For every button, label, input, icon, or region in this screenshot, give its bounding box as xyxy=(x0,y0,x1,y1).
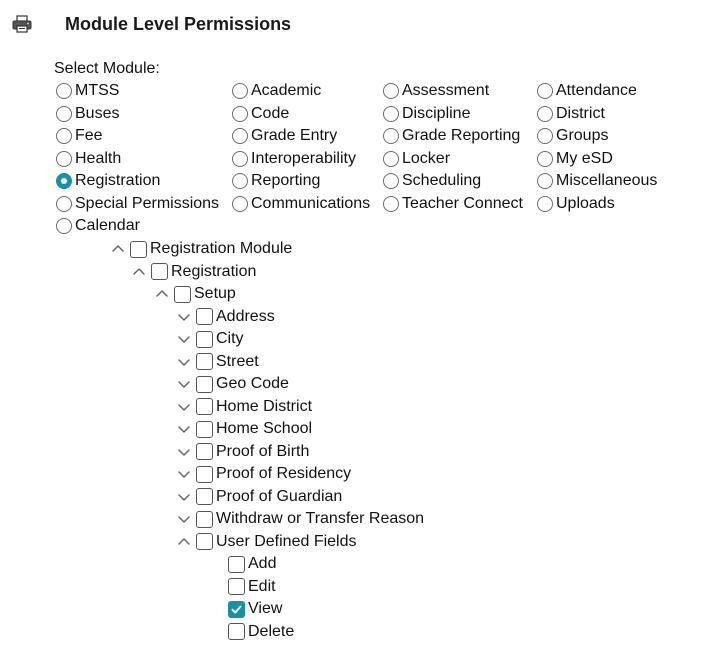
module-radio-communications[interactable] xyxy=(232,194,370,214)
radio-label: Grade Entry xyxy=(251,127,338,144)
radio-label: Buses xyxy=(75,104,120,122)
checkbox[interactable] xyxy=(228,601,245,618)
radio-label: Miscellaneous xyxy=(556,172,658,189)
printer-icon[interactable] xyxy=(12,15,32,33)
radio-label: Attendance xyxy=(556,82,637,99)
radio-button[interactable] xyxy=(232,83,248,99)
chevron-up-icon[interactable] xyxy=(177,535,191,549)
module-radio-assessment[interactable] xyxy=(383,81,489,101)
module-radio-code[interactable] xyxy=(232,104,289,124)
tree-node-proof-of-birth xyxy=(177,442,309,462)
checkmark-icon xyxy=(230,603,243,616)
chevron-down-icon[interactable] xyxy=(177,445,191,459)
page-title: Module Level Permissions xyxy=(65,14,292,34)
module-radio-mtss[interactable] xyxy=(56,81,119,101)
chevron-down-icon[interactable] xyxy=(177,310,191,324)
radio-label: Calendar xyxy=(75,217,140,234)
radio-label: Fee xyxy=(75,127,103,144)
checkbox[interactable] xyxy=(228,623,245,640)
tree-node-home-school xyxy=(177,419,312,439)
tree-node-street xyxy=(177,352,259,372)
chevron-down-icon[interactable] xyxy=(177,332,191,346)
radio-button[interactable] xyxy=(232,106,248,122)
module-radio-discipline[interactable] xyxy=(383,104,470,124)
tree-node-proof-of-guardian xyxy=(177,487,342,507)
radio-label: MTSS xyxy=(75,82,120,99)
tree-node-add xyxy=(209,554,276,574)
radio-button[interactable] xyxy=(56,218,72,234)
tree-node-setup xyxy=(155,284,236,304)
module-radio-district[interactable] xyxy=(537,104,605,124)
tree-node-view xyxy=(209,599,282,619)
radio-button[interactable] xyxy=(56,128,72,144)
checkbox[interactable] xyxy=(196,488,213,505)
module-radio-buses[interactable] xyxy=(56,104,119,124)
radio-label: Scheduling xyxy=(402,172,482,189)
radio-button[interactable] xyxy=(232,128,248,144)
radio-button[interactable] xyxy=(537,128,553,144)
module-radio-calendar[interactable] xyxy=(56,216,140,236)
tree-node-label: Setup xyxy=(194,285,236,302)
module-radio-health[interactable] xyxy=(56,149,121,169)
tree-node-label: Add xyxy=(248,555,277,572)
radio-button[interactable] xyxy=(383,106,399,122)
tree-node-geo-code xyxy=(177,374,289,394)
radio-button[interactable] xyxy=(383,83,399,99)
chevron-down-icon[interactable] xyxy=(177,467,191,481)
checkbox[interactable] xyxy=(196,376,213,393)
module-radio-grade-entry[interactable] xyxy=(232,126,337,146)
tree-node-home-district xyxy=(177,397,312,417)
radio-button[interactable] xyxy=(56,173,72,189)
module-radio-special-permissions[interactable] xyxy=(56,194,219,214)
tree-node-registration-module xyxy=(111,239,292,259)
tree-node-label: Edit xyxy=(248,577,276,595)
radio-label: Locker xyxy=(402,149,451,167)
tree-node-label: Withdraw or Transfer Reason xyxy=(216,510,425,527)
chevron-up-icon[interactable] xyxy=(155,287,169,301)
radio-label: Reporting xyxy=(251,172,321,189)
tree-node-city xyxy=(177,329,244,349)
chevron-up-icon[interactable] xyxy=(132,265,146,279)
radio-button[interactable] xyxy=(232,173,248,189)
tree-node-label: Proof of Residency xyxy=(216,465,352,482)
chevron-up-icon[interactable] xyxy=(111,242,125,256)
chevron-down-icon[interactable] xyxy=(177,512,191,526)
radio-label: Grade Reporting xyxy=(402,127,521,144)
chevron-down-icon[interactable] xyxy=(177,422,191,436)
radio-button[interactable] xyxy=(56,106,72,122)
radio-label: Assessment xyxy=(402,82,490,99)
radio-button[interactable] xyxy=(383,196,399,212)
radio-label: District xyxy=(556,104,605,122)
tree-node-delete xyxy=(209,622,294,642)
radio-label: Communications xyxy=(251,194,371,212)
radio-button[interactable] xyxy=(537,173,553,189)
tree-node-label: Proof of Guardian xyxy=(216,487,343,505)
checkbox[interactable] xyxy=(196,353,213,370)
tree-node-label: City xyxy=(216,330,244,347)
tree-node-label: Registration Module xyxy=(150,240,293,257)
module-radio-reporting[interactable] xyxy=(232,171,320,191)
radio-button[interactable] xyxy=(232,196,248,212)
module-radio-registration[interactable] xyxy=(56,171,160,191)
checkbox[interactable] xyxy=(196,511,213,528)
module-radio-my-esd[interactable] xyxy=(537,149,613,169)
module-radio-locker[interactable] xyxy=(383,149,450,169)
radio-button[interactable] xyxy=(537,106,553,122)
tree-node-edit xyxy=(209,577,276,597)
module-radio-fee[interactable] xyxy=(56,126,103,146)
module-radio-teacher-connect[interactable] xyxy=(383,194,523,214)
radio-button[interactable] xyxy=(56,151,72,167)
tree-node-registration xyxy=(132,262,256,282)
radio-label: Health xyxy=(75,149,122,167)
chevron-down-icon[interactable] xyxy=(177,490,191,504)
checkbox[interactable] xyxy=(196,466,213,483)
checkbox[interactable] xyxy=(130,241,147,258)
chevron-down-icon[interactable] xyxy=(177,377,191,391)
radio-label: Uploads xyxy=(556,194,615,212)
radio-label: Groups xyxy=(556,127,609,144)
checkbox[interactable] xyxy=(196,533,213,550)
radio-label: Code xyxy=(251,104,290,122)
select-module-label: Select Module: xyxy=(54,60,160,77)
checkbox[interactable] xyxy=(196,331,213,348)
checkbox[interactable] xyxy=(196,421,213,438)
tree-node-withdraw-or-transfer-reason xyxy=(177,509,424,529)
module-radio-grade-reporting[interactable] xyxy=(383,126,520,146)
tree-node-label: Street xyxy=(216,352,259,370)
radio-button[interactable] xyxy=(383,173,399,189)
tree-node-label: Delete xyxy=(248,622,295,640)
radio-button[interactable] xyxy=(56,83,72,99)
radio-label: My eSD xyxy=(556,149,613,167)
radio-label: Special Permissions xyxy=(75,194,220,212)
tree-node-proof-of-residency xyxy=(177,464,351,484)
checkbox[interactable] xyxy=(196,398,213,415)
radio-button[interactable] xyxy=(537,196,553,212)
tree-node-address xyxy=(177,307,275,327)
checkbox[interactable] xyxy=(196,308,213,325)
tree-node-user-defined-fields xyxy=(177,532,357,552)
tree-node-label: Geo Code xyxy=(216,375,289,392)
radio-label: Registration xyxy=(75,172,161,189)
radio-button[interactable] xyxy=(537,151,553,167)
checkbox[interactable] xyxy=(228,578,245,595)
radio-label: Discipline xyxy=(402,104,471,122)
radio-button[interactable] xyxy=(232,151,248,167)
module-radio-interoperability[interactable] xyxy=(232,149,356,169)
checkbox[interactable] xyxy=(228,556,245,573)
module-radio-uploads[interactable] xyxy=(537,194,615,214)
tree-node-label: Home District xyxy=(216,397,313,415)
tree-node-label: Proof of Birth xyxy=(216,442,310,460)
checkbox[interactable] xyxy=(151,263,168,280)
module-radio-academic[interactable] xyxy=(232,81,321,101)
tree-node-label: Address xyxy=(216,307,275,325)
radio-label: Interoperability xyxy=(251,149,356,167)
chevron-down-icon[interactable] xyxy=(177,400,191,414)
checkbox[interactable] xyxy=(196,443,213,460)
radio-button[interactable] xyxy=(383,128,399,144)
module-radio-scheduling[interactable] xyxy=(383,171,481,191)
chevron-down-icon[interactable] xyxy=(177,355,191,369)
tree-node-label: View xyxy=(248,600,283,617)
radio-button[interactable] xyxy=(537,83,553,99)
checkbox[interactable] xyxy=(174,286,191,303)
tree-node-label: Registration xyxy=(171,262,257,280)
radio-button[interactable] xyxy=(383,151,399,167)
tree-node-label: Home School xyxy=(216,420,313,437)
radio-button[interactable] xyxy=(56,196,72,212)
radio-label: Teacher Connect xyxy=(402,194,523,212)
module-radio-groups[interactable] xyxy=(537,126,608,146)
module-radio-attendance[interactable] xyxy=(537,81,637,101)
radio-label: Academic xyxy=(251,82,322,99)
module-radio-miscellaneous[interactable] xyxy=(537,171,657,191)
tree-node-label: User Defined Fields xyxy=(216,532,357,550)
